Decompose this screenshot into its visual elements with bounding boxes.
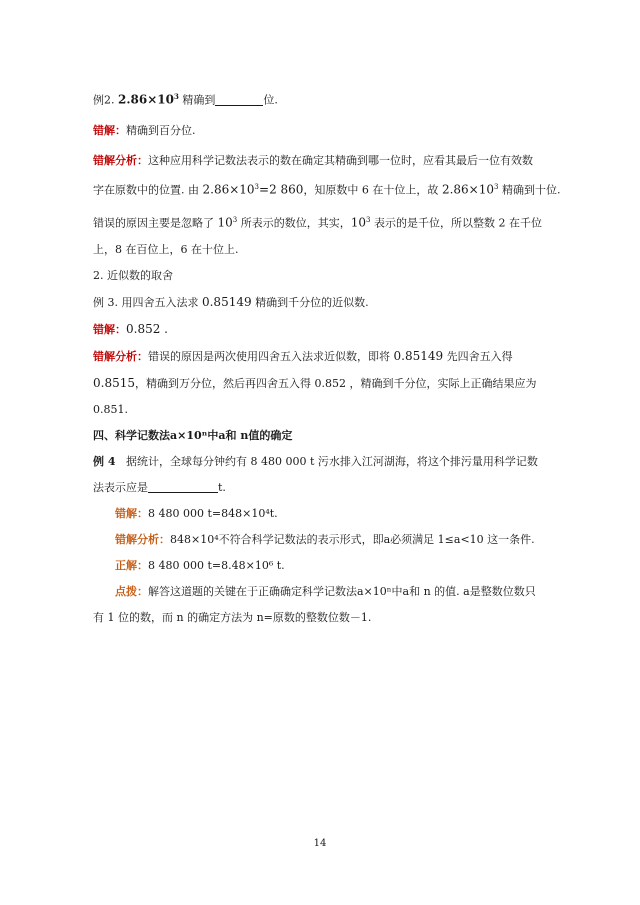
example-label: 例 4 [93,454,116,468]
section-heading: 2. 近似数的取舍 [93,268,173,282]
analysis-text: 这种应用科学记数法表示的数在确定其精确到哪一位时，应看其最后一位有效数 [148,153,533,167]
analysis-text: ，知原数中 6 在十位上，故 [303,183,442,197]
answer-blank [148,479,218,493]
analysis-text: 错误的原因是两次使用四舍五入法求近似数，即将 [148,349,394,363]
question-text: t. [218,480,226,494]
analysis-text: 表示的是千位，所以整数 2 在千位 [370,216,542,230]
example-3-analysis [93,343,553,370]
math-expression: 10 [217,215,233,230]
example-2-question [93,84,553,114]
question-text: 精确到千分位的近似数. [251,295,369,309]
question-text: 精确到 [178,93,216,107]
math-expression: =2 860 [259,182,304,197]
analysis-text: 先四舍五入得 [443,349,513,363]
wrong-answer-text: 精确到百分位. [126,123,196,137]
tip-label: 点拨： [115,584,148,598]
page-content [93,84,561,631]
question-text: 位. [263,93,278,107]
example-3-question [93,289,553,316]
math-expression: 2.86×10 [118,92,174,107]
analysis-text: ，精确到万分位，然后再四舍五入得 0.852 ，精确到千分位，实际上正确结果应为 [135,376,537,390]
exponent: 3 [232,216,238,225]
exponent: 3 [493,182,499,191]
analysis-text: 错误的原因主要是忽略了 [93,216,218,230]
analysis-label: 错解分析： [93,349,148,363]
example-2-analysis-line-4 [93,237,553,263]
example-4-question [93,449,553,475]
example-2-analysis [93,148,553,174]
math-expression: 0.85149 [201,294,252,309]
answer-blank [215,92,263,106]
section-4-heading [93,423,553,449]
example-2-wrong-answer [93,118,553,144]
exponent: 3 [366,216,371,225]
section-2-heading [93,263,553,289]
tip-text: 有 1 位的数，而 n 的确定方法为 n=原数的整数位数－1. [93,610,372,624]
example-4-question-line-2 [93,475,553,501]
example-4-analysis [93,527,553,553]
math-expression: 0.85149 [393,348,444,363]
example-4-tip-line-2 [93,605,553,631]
exponent: 3 [254,182,260,191]
math-expression: 0.8515 [93,375,135,390]
example-label: 例2. [93,93,118,107]
example-3-analysis-line-3 [93,397,553,423]
wrong-answer-label: 错解： [93,123,126,137]
analysis-text: 字在原数中的位置. 由 [93,183,203,197]
wrong-answer-text: 8 480 000 t=848×10⁴t. [148,506,278,520]
example-3-analysis-line-2 [93,370,553,397]
solution-text: 8 480 000 t=8.48×10⁶ t. [148,558,285,572]
section-heading: 四、科学记数法a×10ⁿ中a和 n值的确定 [93,428,293,442]
question-text: 法表示应是 [93,480,148,494]
analysis-label: 错解分析： [93,153,148,167]
exponent: 3 [173,92,179,101]
page-number: 14 [313,838,327,849]
analysis-label: 错解分析： [115,532,170,546]
example-3-wrong-answer [93,316,553,343]
wrong-answer-text: 0.852 . [126,321,168,336]
wrong-answer-label: 错解： [93,322,126,336]
math-expression: 2.86×10 [441,182,494,197]
question-text: 例 3. 用四舍五入法求 [93,295,202,309]
example-4-wrong-answer [93,501,553,527]
analysis-text: 848×10⁴不符合科学记数法的表示形式，即a必须满足 1≤a<10 这一条件. [170,532,535,546]
tip-text: 解答这道题的关键在于正确确定科学记数法a×10ⁿ中a和 n 的值. a是整数位数只 [148,584,536,598]
math-expression: 2.86×10 [202,182,255,197]
example-2-analysis-line-3 [93,207,553,237]
example-2-analysis-line-2 [93,174,561,204]
analysis-text: 上，8 在百位上，6 在十位上. [93,242,239,256]
wrong-answer-label: 错解： [115,506,148,520]
analysis-text: 0.851. [93,402,128,416]
analysis-text: 精确到十位. [498,183,561,197]
example-4-solution [93,553,553,579]
math-expression: 10 [350,215,367,230]
analysis-text: 所表示的数位，其实， [237,216,351,230]
example-4-tip [93,579,553,605]
solution-label: 正解： [115,558,148,572]
question-text: 据统计，全球每分钟约有 8 480 000 t 污水排入江河湖海，将这个排污量用科学记数 [125,454,538,468]
